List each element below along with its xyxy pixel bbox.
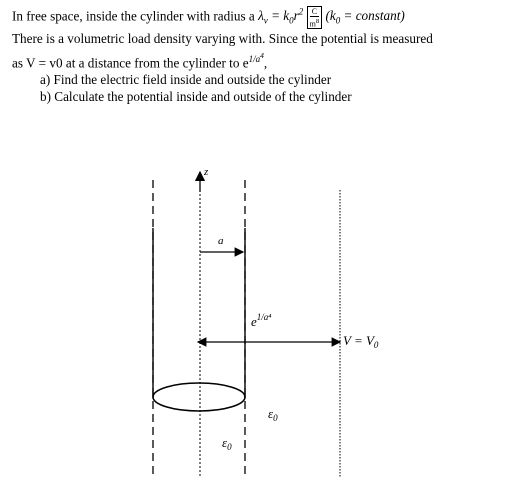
epsilon-inside-label xyxy=(222,435,232,452)
item-a: a) Find the electric field inside and outside the cylinder xyxy=(40,72,332,88)
unit-den-exp: 8 xyxy=(315,17,320,25)
line3-exp-base: 1/a xyxy=(248,54,261,65)
potential-label-sub: 0 xyxy=(373,340,379,350)
item-b: b) Calculate the potential inside and outside of the cylinder xyxy=(40,89,352,105)
problem-line-3-text: as V = v0 at a distance from the cylinder to e xyxy=(12,55,249,71)
r-term: r xyxy=(293,8,299,24)
problem-line-1-text: In free space, inside the cylinder with radius a xyxy=(12,8,255,24)
unit-numerator: C xyxy=(310,7,320,17)
distance-label-base: e xyxy=(251,314,257,329)
cylinder-cross-section xyxy=(153,383,245,411)
epsilon-outside-sub: 0 xyxy=(273,413,278,423)
epsilon-inside-sub: 0 xyxy=(227,442,232,452)
unit-den-base: m xyxy=(309,19,316,29)
r-exp: 2 xyxy=(298,7,304,17)
lambda-eq: = k xyxy=(267,8,290,24)
problem-line-2: There is a volumetric load density varying with. Since the potential is measured xyxy=(12,31,433,47)
distance-label xyxy=(251,312,271,329)
epsilon-inside-symbol: ε xyxy=(222,435,228,450)
lambda-symbol: λ xyxy=(258,8,264,24)
constant-sub: 0 xyxy=(335,16,341,27)
k-sub: 0 xyxy=(289,16,294,27)
line3-exp-power: 4 xyxy=(260,51,264,61)
potential-label-main: V = V xyxy=(343,333,374,348)
radius-label: a xyxy=(218,235,224,247)
epsilon-outside-symbol: ε xyxy=(268,406,274,421)
lambda-sub: v xyxy=(263,16,268,27)
epsilon-outside-label xyxy=(268,406,278,423)
distance-label-exp: 1/a⁴ xyxy=(256,312,272,322)
line3-suffix: , xyxy=(263,55,268,71)
constant-rest: = constant) xyxy=(340,8,405,24)
z-label: z xyxy=(204,166,209,178)
constant-note-k: (k xyxy=(325,8,336,24)
potential-label xyxy=(343,333,379,350)
